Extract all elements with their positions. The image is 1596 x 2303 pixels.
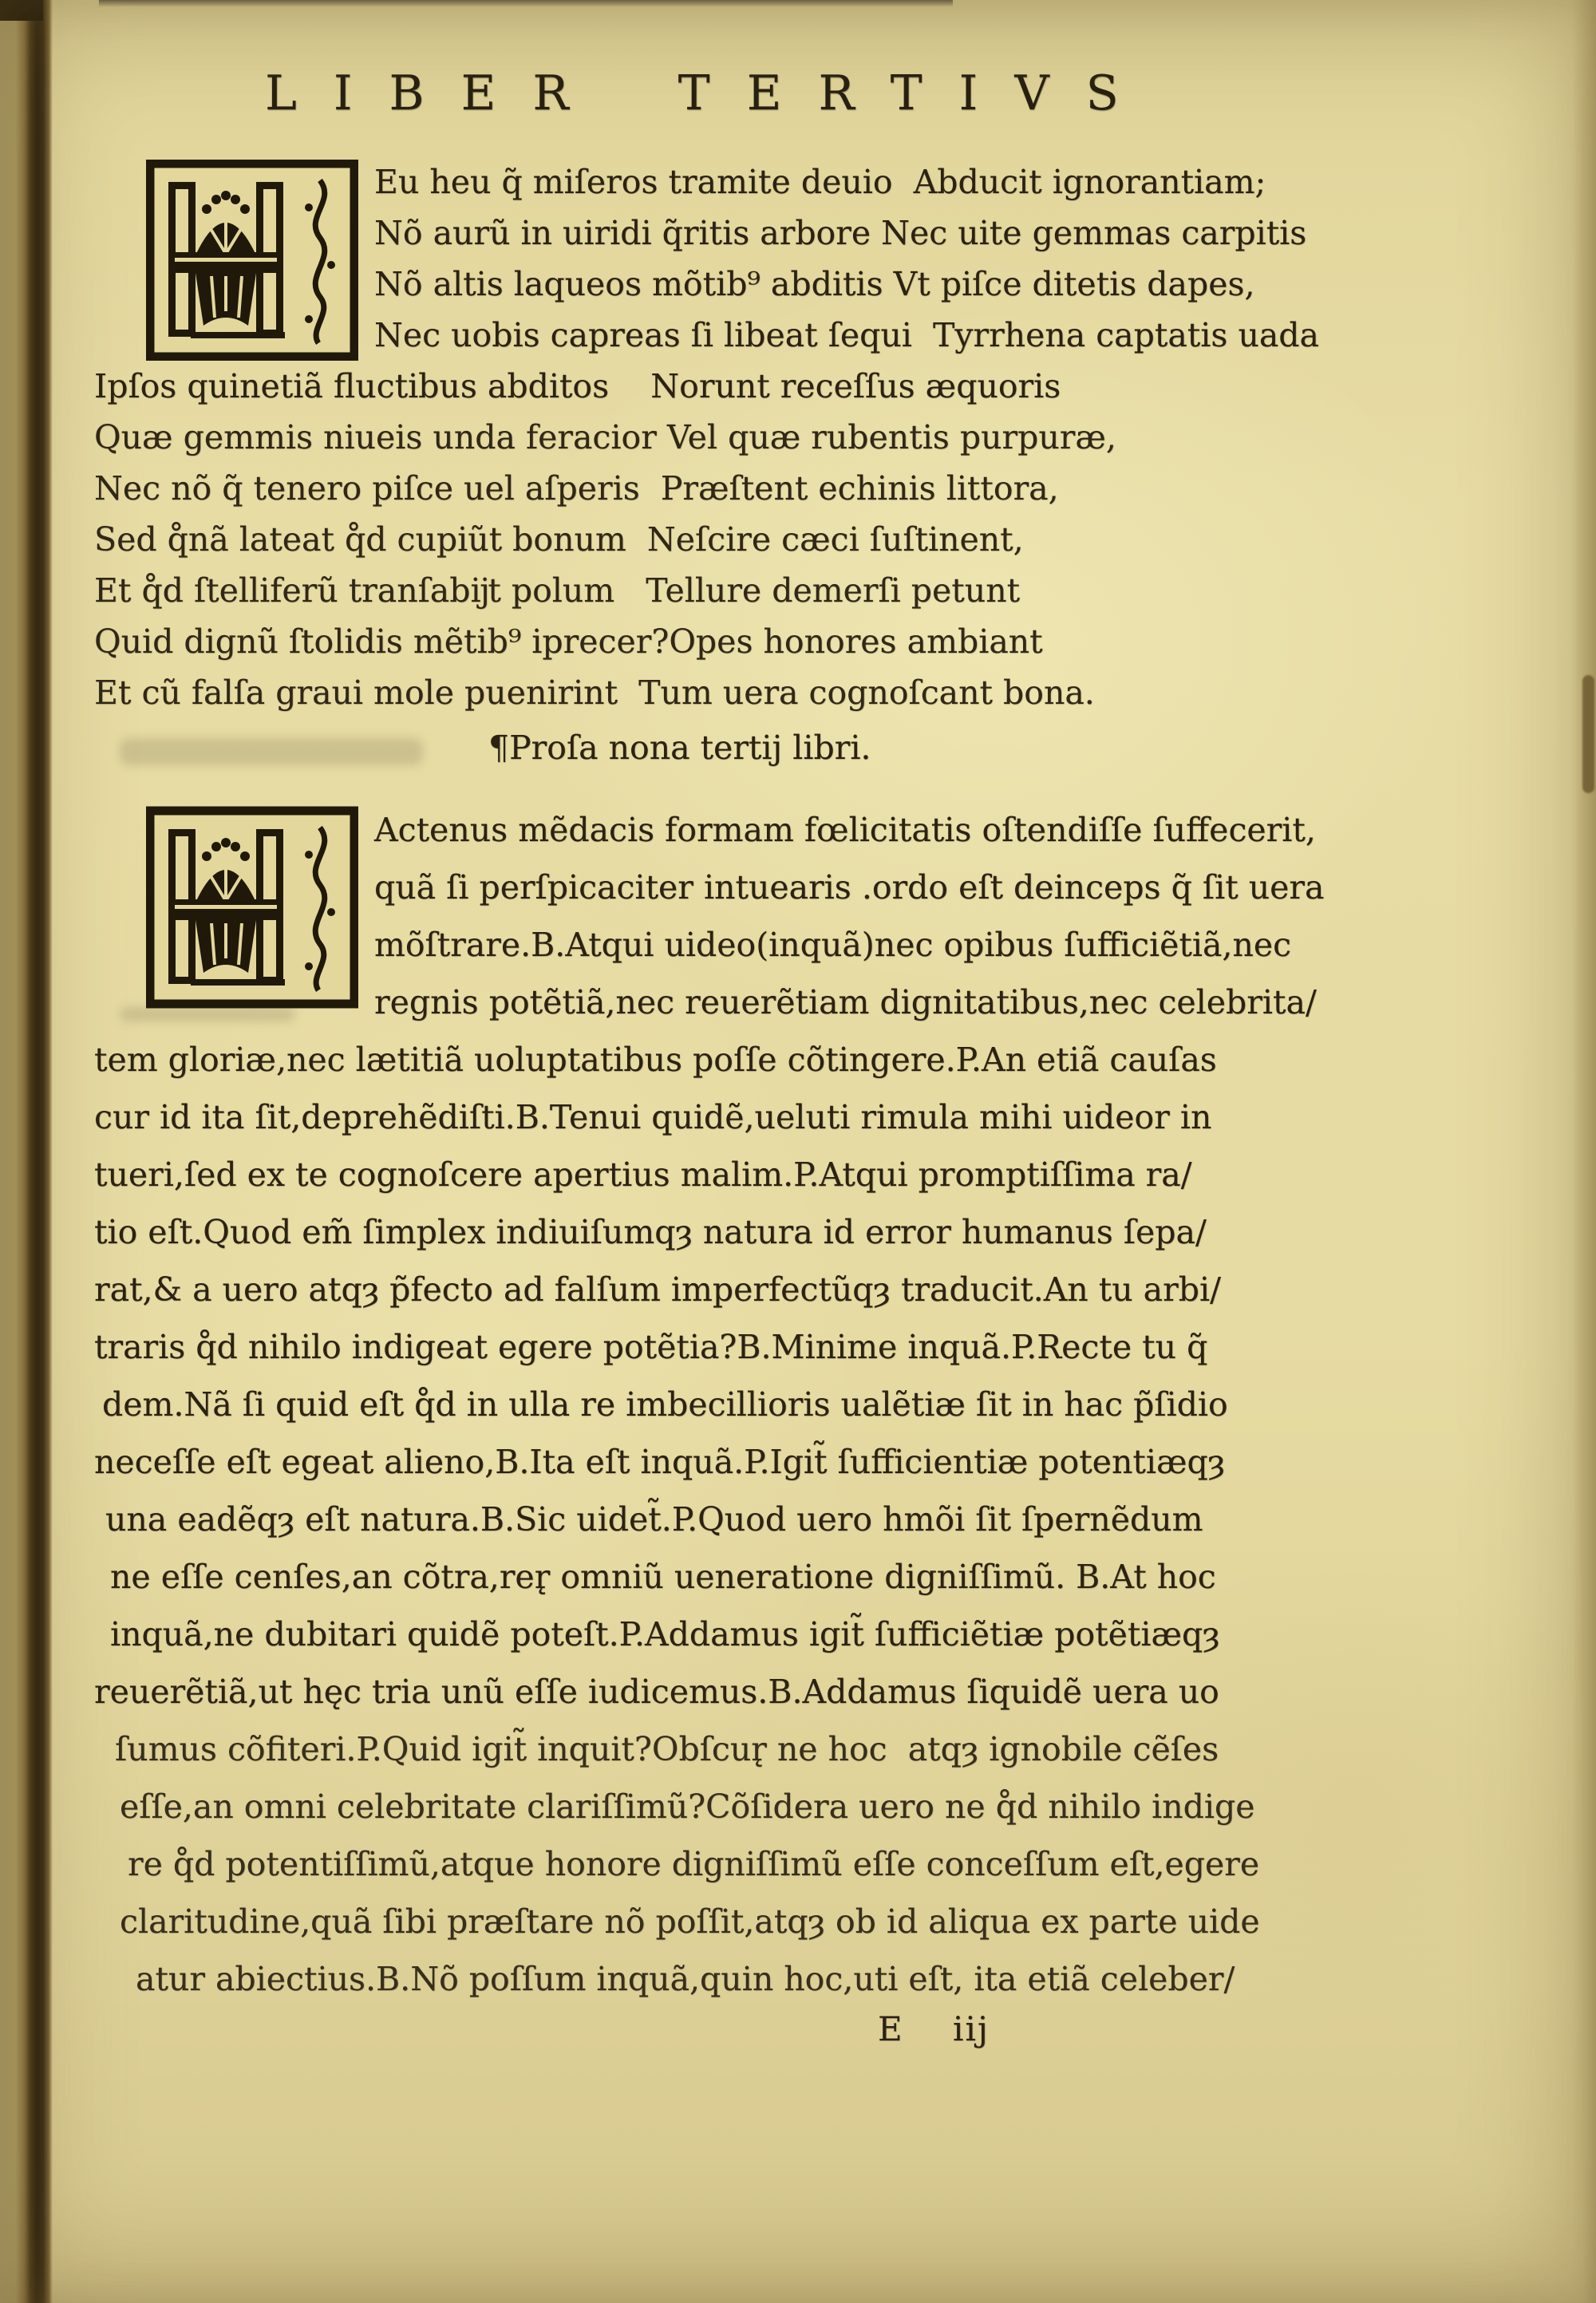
prose-line: traris q̊d nihilo indigeat egere potẽtia?B.Minime inquã.P.Recte tu q̃ [94, 1328, 1208, 1366]
verse-line: Et cũ falſa graui mole puenirint Tum uera cognoſcant bona. [94, 674, 1095, 712]
prose-line: cur id ita ſit,deprehẽdiſti.B.Tenui quidẽ,ueluti rimula mihi uideor in [94, 1098, 1212, 1136]
verse-line: Sed q̊nã lateat q̊d cupiũt bonum Neſcire cæci ſuſtinent, [94, 520, 1024, 559]
prose-line: reuerẽtiã,ut hęc tria unũ eſſe iudicemus.B.Addamus ſiquidẽ uera uo [94, 1673, 1219, 1711]
verse-line: Eu heu q̃ miſeros tramite deuio Abducit ignorantiam; [374, 163, 1266, 201]
prose-line: tueri,ſed ex te cognoſcere apertius malim.P.Atqui promptiſſima ra/ [94, 1155, 1192, 1194]
verse-line: Et q̊d ſtelliferũ tranſabĳt polum Tellure demerſi petunt [94, 571, 1021, 610]
verse-line: Ipſos quinetiã fluctibus abditos Norunt receſſus æquoris [94, 367, 1061, 405]
verse-section [94, 156, 1531, 718]
prose-line: atur abiectius.B.Nõ poſſum inquã,quin hoc,uti eſt, ita etiã celeber/ [136, 1960, 1235, 1998]
prose-line: claritudine,quã ſibi præſtare nõ poſſit,atqȝ ob id aliqua ex parte uide [120, 1902, 1260, 1941]
page-right-edge [1572, 0, 1596, 2303]
prose-line: re q̊d potentiſſimũ,atque honore digniſſimũ eſſe conceſſum eſt,egere [128, 1845, 1260, 1883]
print-smudge [120, 738, 423, 765]
page-top-shadow [99, 0, 953, 7]
prose-line: quã ſi perſpicaciter intuearis .ordo eſt deinceps q̃ ſit uera [374, 868, 1325, 907]
prose-line: regnis potẽtiã,nec reuerẽtiam dignitatibus,nec celebrita/ [374, 983, 1317, 1021]
verse-line: Quid dignũ ſtolidis mẽtib⁹ iprecer?Opes honores ambiant [94, 622, 1043, 661]
prose-line: ſumus cõfiteri.P.Quid igit̃ inquit?Obſcur̨ ne hoc atqȝ ignobile cẽſes [115, 1730, 1219, 1768]
gathering-signature: E iij [878, 2009, 990, 2048]
prose-line: tem gloriæ,nec lætitiã uoluptatibus poſſe cõtingere.P.An etiã cauſas [94, 1041, 1217, 1079]
prose-section-heading: ¶Proſa nona tertij libri. [488, 729, 871, 767]
verse-line: Quæ gemmis niueis unda feracior Vel quæ rubentis purpuræ, [94, 418, 1116, 456]
prose-line: neceſſe eſt egeat alieno,B.Ita eſt inquã.P.Igit̃ ſufficientiæ potentiæqȝ [94, 1443, 1226, 1481]
ink-blot [1582, 675, 1594, 793]
page-gutter-edge [0, 0, 53, 2303]
verse-line: Nec nõ q̃ tenero piſce uel aſperis Præſtent echinis littora, [94, 469, 1059, 508]
prose-line: mõſtrare.B.Atqui uideo(inquã)nec opibus ſufficiẽtiã,nec [374, 926, 1292, 964]
prose-line: Actenus mẽdacis formam fœlicitatis oſtendiſſe ſuffecerit, [374, 811, 1316, 849]
prose-line: rat,& a uero atqȝ p̃fecto ad falſum imperfectũqȝ traducit.An tu arbi/ [94, 1270, 1221, 1309]
woodcut-initial-h-icon [146, 804, 358, 1010]
prose-line: una eadẽqȝ eſt natura.B.Sic uidet̃.P.Quod uero hmõi ſit ſpernẽdum [105, 1500, 1203, 1539]
verse-line: Nõ aurũ in uiridi q̃ritis arbore Nec uite gemmas carpitis [374, 214, 1307, 252]
verse-line: Nec uobis capreas ſi libeat ſequi Tyrrhena captatis uada [374, 316, 1319, 354]
verse-line: Nõ altis laqueos mõtib⁹ abditis Vt piſce ditetis dapes, [374, 265, 1255, 303]
prose-line: dem.Nã ſi quid eſt q̊d in ulla re imbecillioris ualẽtiæ ſit in hac p̃ſidio [102, 1385, 1228, 1424]
prose-line: tio eſt.Quod em̃ ſimplex indiuiſumqȝ natura id error humanus ſepa/ [94, 1213, 1207, 1251]
page-title: LIBER TERTIVS [265, 65, 1156, 121]
prose-line: eſſe,an omni celebritate clariſſimũ?Cõſidera uero ne q̊d nihilo indige [120, 1787, 1255, 1826]
prose-section [94, 801, 1531, 2008]
prose-line: inquã,ne dubitari quidẽ poteſt.P.Addamus igit̃ ſufficiẽtiæ potẽtiæqȝ [110, 1615, 1220, 1653]
prose-line: ne eſſe cenſes,an cõtra,rer̨ omniũ ueneratione digniſſimũ. B.At hoc [110, 1558, 1216, 1596]
woodcut-initial-h-icon [146, 160, 358, 361]
